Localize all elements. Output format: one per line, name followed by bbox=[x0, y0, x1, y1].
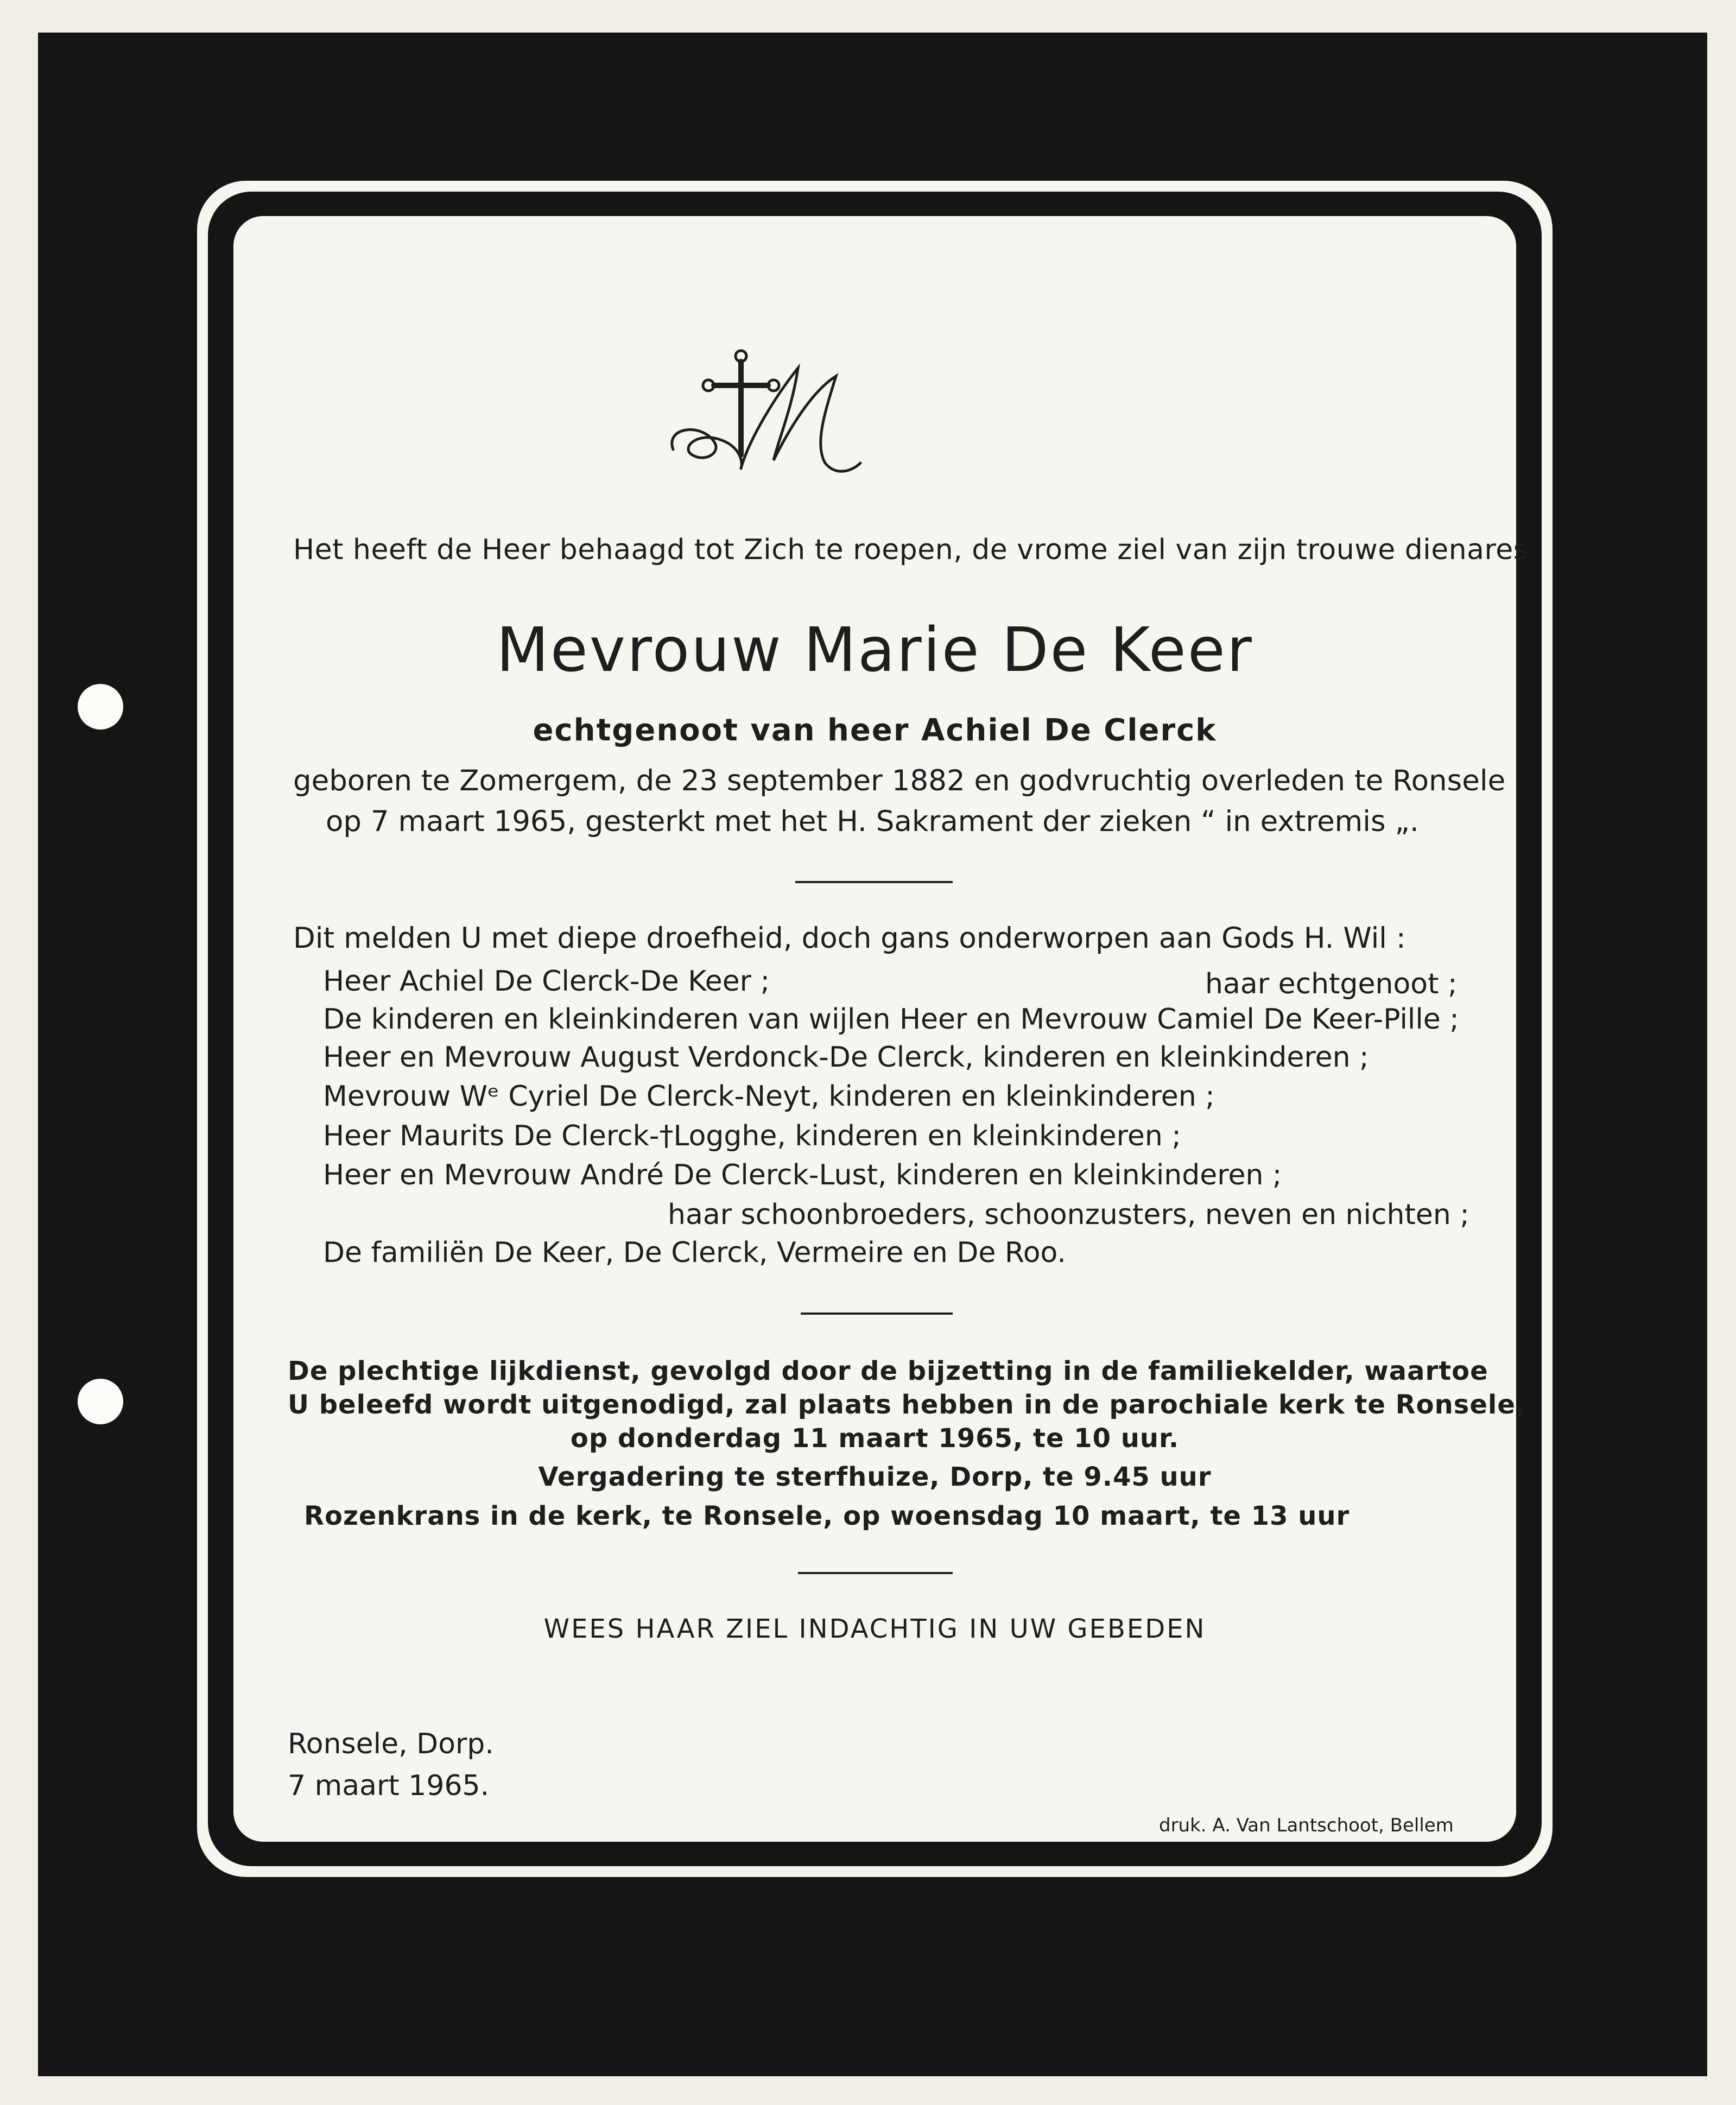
service-line-1: De plechtige lijkdienst, gevolgd door de bijzetting in de familiekelder, waartoe bbox=[288, 1356, 1488, 1386]
punch-hole-bottom bbox=[78, 1379, 123, 1424]
divider-2 bbox=[801, 1313, 953, 1315]
families-line: De familiën De Keer, De Clerck, Vermeire en De Roo. bbox=[323, 1237, 1066, 1269]
mourner-spouse-name: Heer Achiel De Clerck-De Keer ; bbox=[323, 965, 770, 998]
death-notice-card bbox=[233, 216, 1529, 1842]
birth-death-line-1: geboren te Zomergem, de 23 september 1882 en godvruchtig overleden te Ronsele bbox=[293, 764, 1506, 797]
mourner-spouse-relation: haar echtgenoot ; bbox=[1205, 968, 1458, 1000]
mourner-line: Heer en Mevrouw August Verdonck-De Clerck, kinderen en kleinkinderen ; bbox=[323, 1041, 1369, 1074]
printer-credit: druk. A. Van Lantschoot, Bellem bbox=[1159, 1815, 1454, 1836]
spouse-line: echtgenoot van heer Achiel De Clerck bbox=[533, 713, 1217, 748]
mourner-line: Heer Maurits De Clerck-†Logghe, kinderen en kleinkinderen ; bbox=[323, 1120, 1181, 1152]
mourner-line: Mevrouw Wᵉ Cyriel De Clerck-Neyt, kinderen en kleinkinderen ; bbox=[323, 1080, 1215, 1113]
divider-3 bbox=[798, 1572, 953, 1574]
cross-m-monogram-icon bbox=[662, 346, 869, 487]
gathering-line: Vergadering te sterfhuize, Dorp, te 9.45 uur bbox=[538, 1462, 1212, 1492]
service-line-3: op donderdag 11 maart 1965, te 10 uur. bbox=[570, 1423, 1180, 1454]
mourner-line: Heer en Mevrouw André De Clerck-Lust, kinderen en kleinkinderen ; bbox=[323, 1159, 1282, 1191]
announce-intro: Dit melden U met diepe droefheid, doch gans onderworpen aan Gods H. Wil : bbox=[293, 922, 1406, 955]
deceased-name: Mevrouw Marie De Keer bbox=[496, 615, 1253, 686]
place-line: Ronsele, Dorp. bbox=[288, 1728, 494, 1760]
rosary-line: Rozenkrans in de kerk, te Ronsele, op woensdag 10 maart, te 13 uur bbox=[304, 1501, 1350, 1531]
divider-1 bbox=[795, 881, 953, 883]
intro-text: Het heeft de Heer behaagd tot Zich te roepen, de vrome ziel van zijn trouwe dienares bbox=[293, 534, 1529, 566]
prayer-line: WEES HAAR ZIEL INDACHTIG IN UW GEBEDEN bbox=[543, 1614, 1206, 1644]
service-line-2: U beleefd wordt uitgenodigd, zal plaats hebben in de parochiale kerk te Ronsele, bbox=[288, 1390, 1526, 1420]
birth-death-line-2: op 7 maart 1965, gesterkt met het H. Sakrament der zieken “ in extremis „. bbox=[326, 805, 1419, 838]
in-laws-line: haar schoonbroeders, schoonzusters, neven en nichten ; bbox=[668, 1199, 1469, 1231]
punch-hole-top bbox=[78, 684, 123, 730]
mourner-line: De kinderen en kleinkinderen van wijlen Heer en Mevrouw Camiel De Keer-Pille ; bbox=[323, 1003, 1459, 1036]
date-line: 7 maart 1965. bbox=[288, 1770, 490, 1802]
